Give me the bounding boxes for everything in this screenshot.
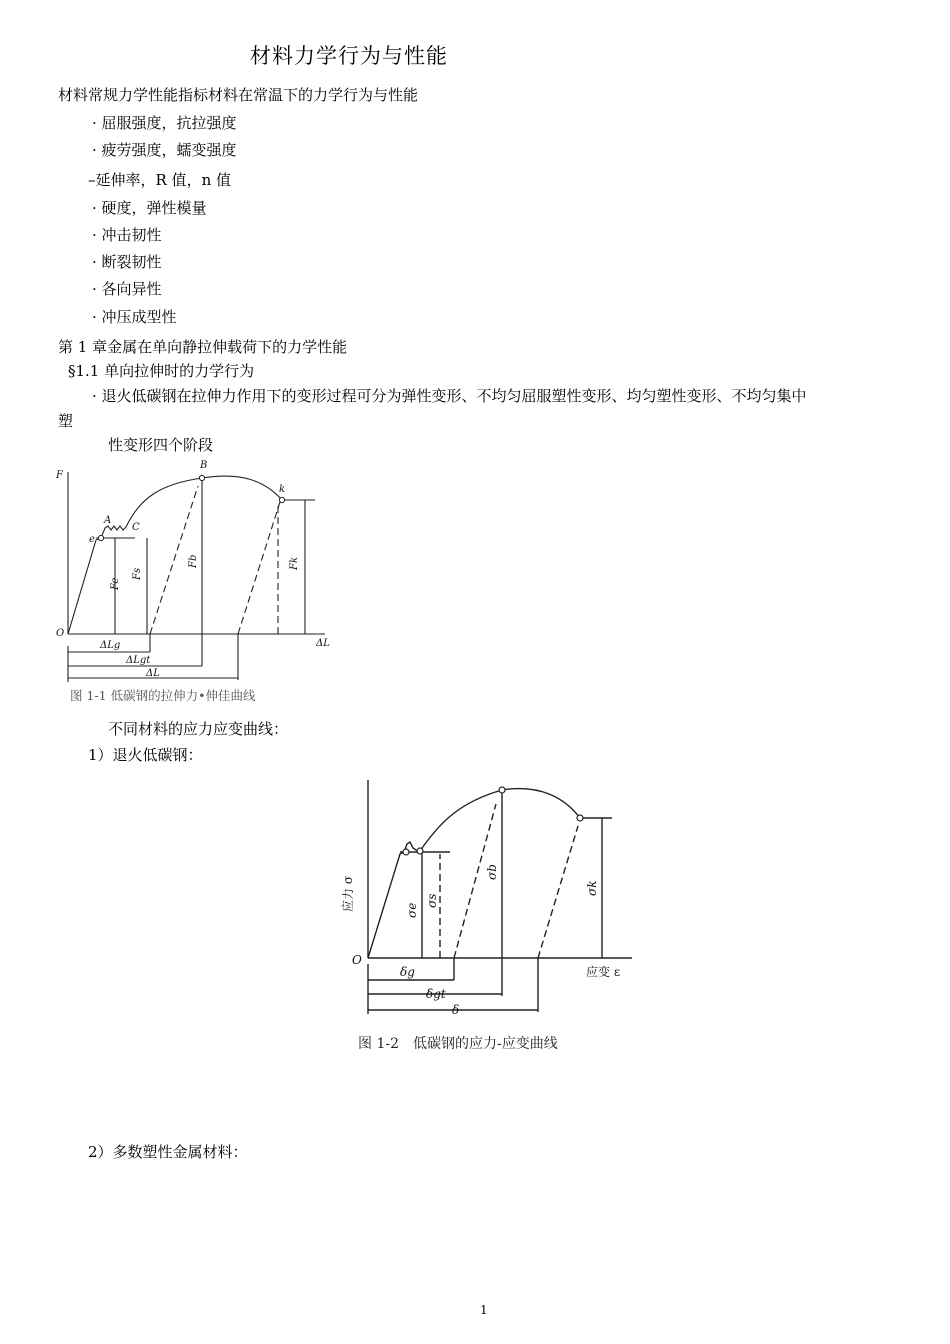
property-item: · 屈服强度，抗拉强度	[92, 114, 237, 132]
k-label: k	[279, 484, 286, 495]
sigma-b-label: σb	[485, 864, 499, 880]
fb-label: Fb	[188, 554, 199, 568]
load-extension-curve	[68, 476, 282, 634]
figure-1-1-caption: 图 1-1 低碳钢的拉伸力•伸佳曲线	[70, 688, 256, 703]
dl-axis-label: ΔL	[316, 638, 330, 649]
origin-label: O	[56, 628, 65, 639]
b-label: B	[200, 460, 208, 471]
paragraph-line: 塑	[58, 412, 74, 430]
stress-strain-curve	[368, 789, 580, 958]
list-item-2: 2）多数塑性金属材料：	[88, 1143, 248, 1161]
section-heading: §1.1 单向拉伸时的力学行为	[68, 362, 255, 380]
property-item: · 断裂韧性	[92, 253, 162, 271]
paragraph-line: 性变形四个阶段	[108, 436, 214, 454]
dl-label: ΔL	[146, 668, 160, 679]
paragraph-line: · 退火低碳钢在拉伸力作用下的变形过程可分为弹性变形、不均匀屈服塑性变形、均匀塑性变形、不均匀集中	[92, 387, 807, 405]
f-label: F	[56, 470, 63, 481]
property-item: · 各向异性	[92, 280, 162, 298]
sigma-s-label: σs	[425, 893, 439, 908]
delta-gt-label: δgt	[426, 987, 446, 1001]
fk-label: Fk	[289, 557, 300, 570]
fs-label: Fs	[132, 567, 143, 580]
stress-axis-label: 应力 σ	[341, 875, 355, 912]
property-item: · 硬度，弹性模量	[92, 199, 207, 217]
list-item-1: 1）退火低碳钢：	[88, 746, 203, 764]
figure-1-1	[50, 458, 350, 686]
e-label: e	[89, 534, 95, 545]
page-number: 1	[480, 1303, 488, 1317]
property-item: · 疲劳强度，蠕变强度	[92, 141, 237, 159]
a-label: A	[104, 515, 112, 526]
property-item: · 冲压成型性	[92, 308, 177, 326]
dlgt-label: ΔLgt	[126, 655, 151, 666]
document-title: 材料力学行为与性能	[250, 44, 448, 68]
delta-label: δ	[452, 1003, 460, 1017]
origin-label: O	[352, 953, 362, 967]
figure-1-2-caption: 图 1-2 低碳钢的应力-应变曲线	[358, 1036, 558, 1052]
intro-line: 材料常规力学性能指标材料在常温下的力学行为与性能	[58, 86, 419, 104]
c-label: C	[132, 522, 140, 533]
property-item: · 冲击韧性	[92, 226, 162, 244]
sigma-k-label: σk	[585, 880, 599, 896]
property-item: –延伸率，R 值，n 值	[88, 171, 231, 189]
fe-label: Fe	[110, 577, 121, 590]
chapter-heading: 第 1 章金属在单向静拉伸载荷下的力学性能	[58, 338, 348, 356]
strain-axis-label: 应变 ε	[586, 965, 621, 979]
dlg-label: ΔLg	[100, 640, 121, 651]
curves-heading: 不同材料的应力应变曲线：	[108, 720, 289, 738]
figure-1-2	[340, 774, 640, 1064]
delta-g-label: δg	[400, 965, 415, 979]
sigma-e-label: σe	[405, 902, 419, 918]
